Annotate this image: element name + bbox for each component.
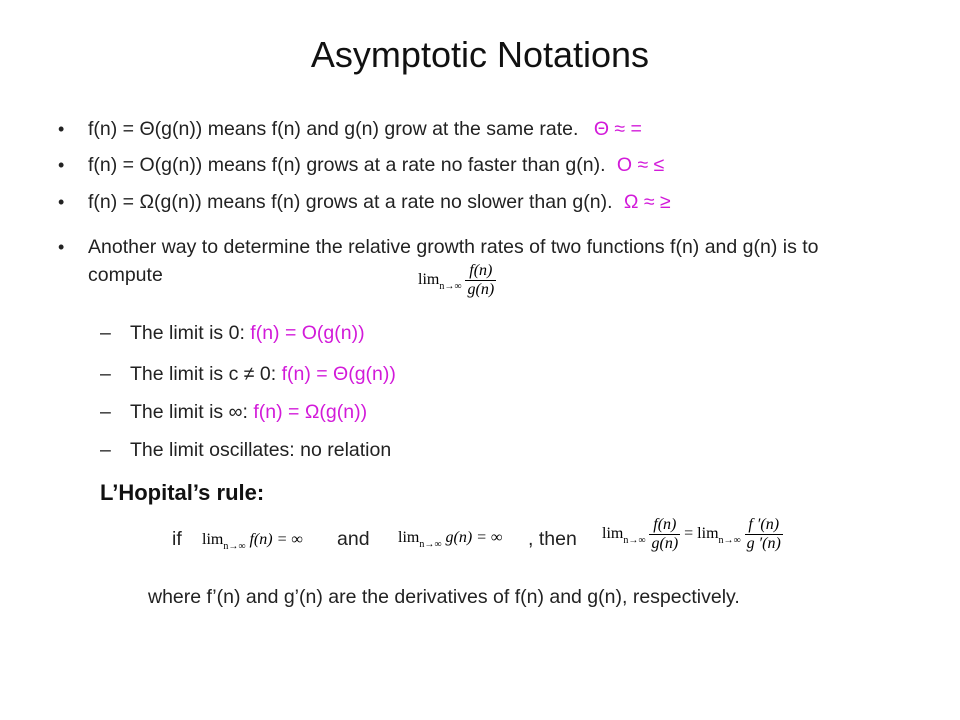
equals-sign: = <box>684 525 694 543</box>
dash-marker: – <box>100 439 111 461</box>
rule-limit-ratio <box>602 516 783 553</box>
bullet-symbol: O ≈ ≤ <box>616 154 665 176</box>
lim-subscript: n→∞ <box>623 535 646 547</box>
fraction <box>649 516 680 553</box>
lim-text: lim <box>697 525 719 543</box>
dash-marker: – <box>100 401 111 423</box>
rule-limit-g <box>398 529 502 550</box>
fraction-numerator: f ′(n) <box>745 516 783 535</box>
rule-then: , then <box>528 528 577 550</box>
slide-title: Asymptotic Notations <box>310 34 650 75</box>
derivative-note: where f’(n) and g’(n) are the derivatives of f(n) and g(n), respectively. <box>148 586 740 608</box>
lim-subscript: n→∞ <box>718 535 741 547</box>
bullet-marker: • <box>58 237 65 257</box>
lim-text: lim <box>202 531 224 548</box>
bullet-marker: • <box>58 119 65 139</box>
dash-marker: – <box>100 363 111 385</box>
limit-expression: g(n) = ∞ <box>445 529 503 546</box>
lim-text: lim <box>602 525 624 543</box>
fraction-denominator: g ′(n) <box>746 535 781 552</box>
bullet-marker: • <box>58 155 65 175</box>
fraction <box>745 516 783 553</box>
lim-text: lim <box>418 271 440 289</box>
lim-text: lim <box>398 529 420 546</box>
sub-bullet-result: f(n) = Ω(g(n)) <box>253 401 368 423</box>
bullet-marker: • <box>58 192 65 212</box>
limit-expression: f(n) = ∞ <box>249 531 303 548</box>
rule-and: and <box>337 528 370 550</box>
sub-bullet-text: The limit is c ≠ 0: <box>130 363 282 385</box>
rule-if: if <box>172 528 182 550</box>
bullet-text: f(n) = Ω(g(n)) means f(n) grows at a rate no slower than g(n). <box>88 191 613 213</box>
bullet-symbol: Θ ≈ = <box>593 118 642 140</box>
lim-subscript: n→∞ <box>439 281 462 293</box>
bullet-symbol: Ω ≈ ≥ <box>623 191 671 213</box>
sub-bullet-text: The limit oscillates: no relation <box>130 439 392 461</box>
fraction <box>465 262 496 299</box>
bullet-text: f(n) = Θ(g(n)) means f(n) and g(n) grow at the same rate. <box>88 118 579 140</box>
rule-limit-f <box>202 531 303 552</box>
fraction-numerator: f(n) <box>649 516 680 535</box>
fraction-numerator: f(n) <box>465 262 496 281</box>
sub-bullet-text: The limit is 0: <box>130 322 251 344</box>
limit-formula <box>418 262 496 299</box>
bullet-text: f(n) = O(g(n)) means f(n) grows at a rate no faster than g(n). <box>88 154 606 176</box>
bullet-text: Another way to determine the relative growth rates of two functions f(n) and g(n) is to compute <box>88 236 819 286</box>
fraction-denominator: g(n) <box>651 535 679 552</box>
fraction-denominator: g(n) <box>467 281 495 298</box>
sub-bullet-result: f(n) = Θ(g(n)) <box>281 363 396 385</box>
sub-bullet-text: The limit is ∞: <box>130 401 254 423</box>
lim-subscript: n→∞ <box>419 539 442 550</box>
lim-subscript: n→∞ <box>223 541 246 552</box>
rule-heading: L’Hopital’s rule: <box>100 480 265 505</box>
dash-marker: – <box>100 322 111 344</box>
sub-bullet-result: f(n) = O(g(n)) <box>250 322 365 344</box>
